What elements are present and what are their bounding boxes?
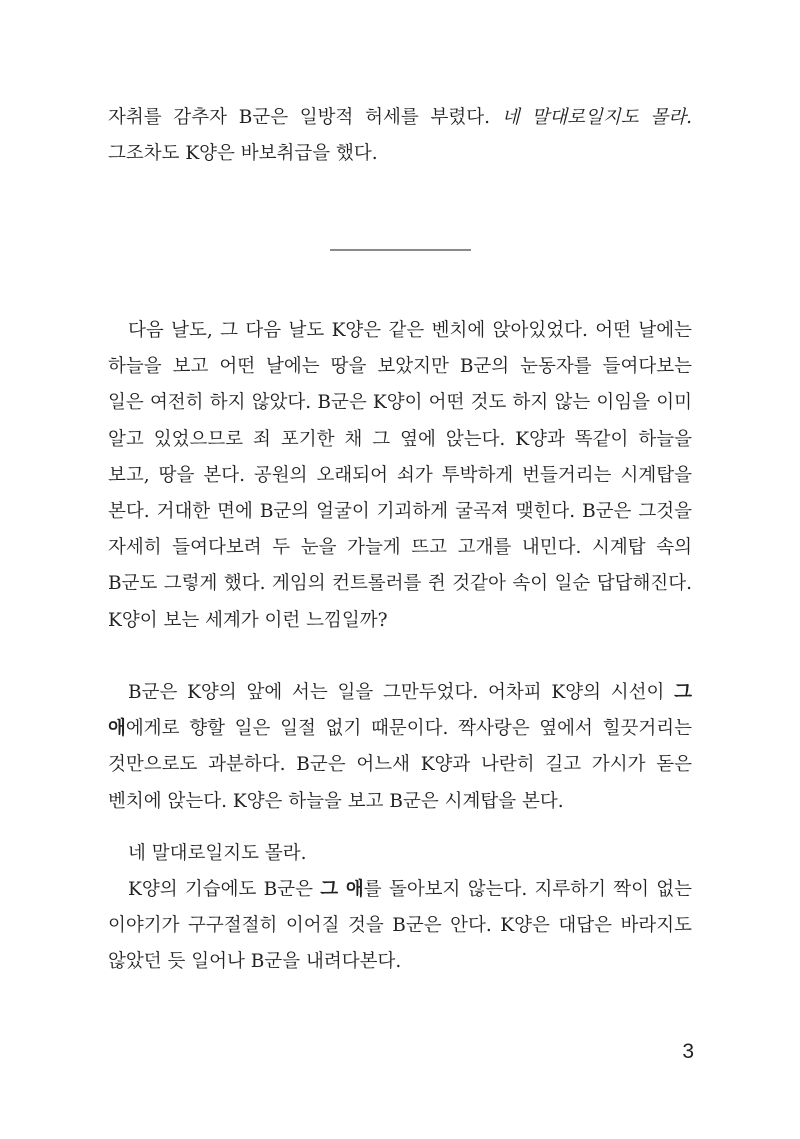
paragraph-2: 다음 날도, 그 다음 날도 K양은 같은 벤치에 앉아있었다. 어떤 날에는 하늘을 보고 어떤 날에는 땅을 보았지만 B군의 눈동자를 들여다보는 일은 여전히 하지 않았다. B군은 K양이 어떤 것도 하지 않는 이임을 이미 알고 있었으므로 죄 포기한 채 그 옆에 앉는다. K양과 똑같이 하늘을 보고, 땅을 본다. 공원의 오래되어 쇠가 투박하게 번들거리는 시계탑을 본다. 거대한 면에 B군의 얼굴이 기괴하게 굴곡져 맺힌다. B군은 그것을 자세히 들여다보려 두 눈을 가늘게 뜨고 고개를 내민다. 시계탑 속의 B군도 그렇게 했다. 게임의 컨트롤러를 쥔 것같아 속이 일순 답답해진다. K양이 보는 세계가 이런 느낌일까? [108,320,692,631]
paragraph-3 [108,675,692,820]
paragraph-1 [108,100,692,172]
paragraph-5-text-a: K양의 기습에도 B군은 [128,879,321,900]
page-number: 3 [682,1040,694,1063]
paragraph-5-text-c: 를 돌아보지 않는다. 지루하기 짝이 없는 이야기가 구구절절히 이어질 것을 B군은 안다. K양은 대답은 바라지도 않았던 듯 일어나 B군을 내려다본다. [108,879,692,973]
paragraph-5-bold-emphasis: 그 애 [320,879,364,900]
paragraph-3-text-c: 에게로 향할 일은 일절 없기 때문이다. 짝사랑은 옆에서 힐끗거리는 것만으로도 과분하다. B군은 어느새 K양과 나란히 길고 가시가 돋은 벤치에 앉는다. K양은 하늘을 보고 B군은 시계탑을 본다. [108,718,692,812]
paragraph-4: 네 말대로일지도 몰라. [128,843,307,864]
paragraph-5 [108,872,692,981]
paragraph-3-text-a: B군은 K양의 앞에 서는 일을 그만두었다. 어차피 K양의 시선이 [128,682,675,703]
paragraph-1-italic-quote: 네 말대로일지도 몰라. [501,107,692,128]
paragraph-3-bold-emphasis: 그 애 [108,682,692,740]
paragraph-1-text-c: 그조차도 K양은 바보취급을 했다. [108,143,378,165]
paragraph-1-text-a: 자취를 감추자 B군은 일방적 허세를 부렸다. [108,107,502,128]
section-divider [330,249,471,251]
